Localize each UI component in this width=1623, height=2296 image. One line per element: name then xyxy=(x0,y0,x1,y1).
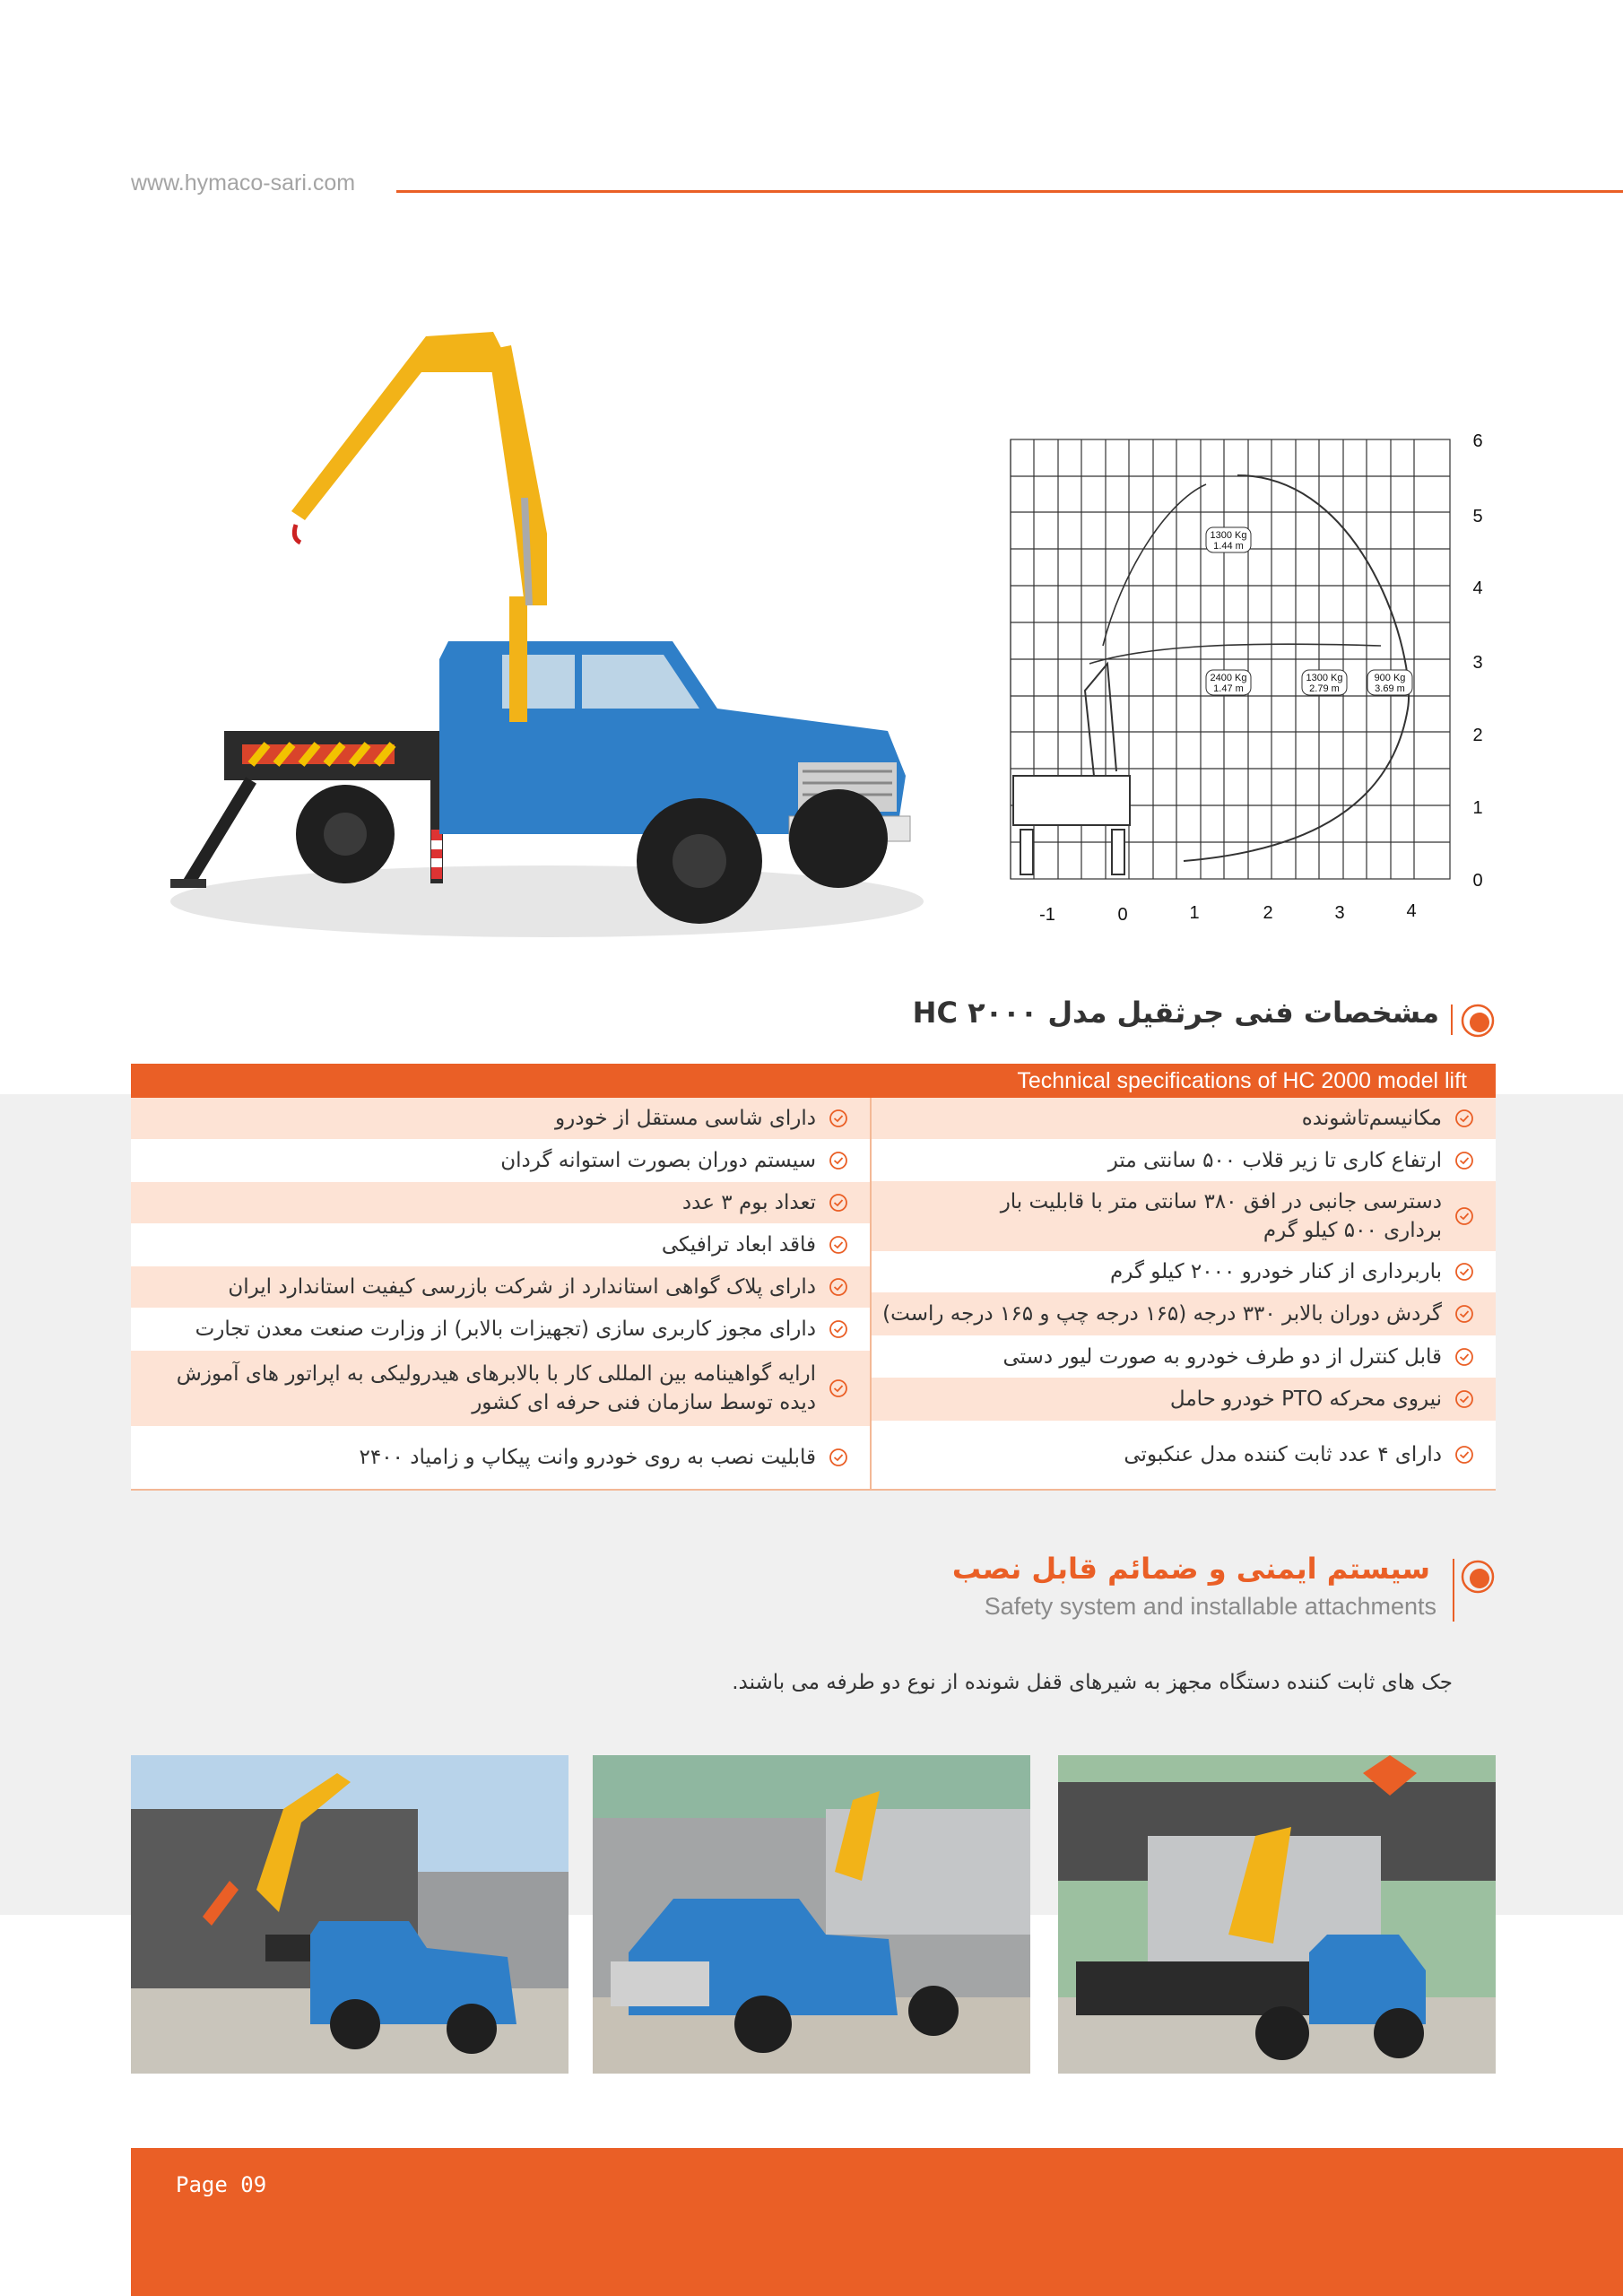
check-circle-icon xyxy=(829,1319,848,1339)
chart-x-label: -1 xyxy=(1039,905,1055,925)
check-circle-icon xyxy=(829,1448,848,1467)
spec-text: دارای ۴ عدد ثابت کننده مدل عنکبوتی xyxy=(1124,1443,1442,1466)
check-circle-icon xyxy=(1454,1445,1474,1465)
spec-text: قابل کنترل از دو طرف خودرو به صورت لیور دستی xyxy=(1002,1344,1442,1369)
load-chart xyxy=(986,422,1506,933)
chart-y-label: 1 xyxy=(1472,798,1483,818)
spec-text: سیستم دوران بصورت استوانه گردان xyxy=(500,1149,816,1172)
list-item xyxy=(871,1098,1496,1139)
check-circle-icon xyxy=(829,1277,848,1297)
list-item xyxy=(131,1139,870,1182)
safety-divider xyxy=(1453,1559,1454,1622)
safety-description: جک های ثابت کننده دستگاه مجهز به شیرهای قفل شونده از نوع دو طرفه می باشند. xyxy=(732,1671,1453,1694)
safety-title: سیستم ایمنی و ضمائم قابل نصب xyxy=(951,1552,1430,1586)
spec-text: دارای مجوز کاربری سازی (تجهیزات بالابر) از وزارت صنعت معدن تجارت xyxy=(195,1318,816,1341)
load-point-weight: 1300 Kg xyxy=(1306,673,1343,683)
list-item xyxy=(871,1139,1496,1181)
list-item xyxy=(131,1351,870,1426)
check-circle-icon xyxy=(1454,1304,1474,1324)
chart-x-label: 2 xyxy=(1263,903,1273,923)
crane-truck-image xyxy=(126,309,933,964)
load-point-weight: 2400 Kg xyxy=(1210,673,1247,683)
list-item xyxy=(131,1182,870,1223)
chart-y-label: 4 xyxy=(1472,578,1483,598)
bullet-circle-icon xyxy=(1460,1559,1496,1595)
check-circle-icon xyxy=(1454,1262,1474,1282)
list-item xyxy=(871,1378,1496,1421)
check-circle-icon xyxy=(1454,1151,1474,1170)
check-circle-icon xyxy=(829,1151,848,1170)
spec-text: ارایه گواهینامه بین المللی کار با بالابرهای هیدرولیکی به اپراتور های آموزش دیده توسط سازمان فنی حرفه ای کشور xyxy=(176,1362,816,1414)
check-circle-icon xyxy=(829,1235,848,1255)
chart-y-label: 3 xyxy=(1472,653,1483,673)
check-circle-icon xyxy=(1454,1206,1474,1226)
list-item xyxy=(871,1251,1496,1292)
list-item xyxy=(131,1266,870,1308)
chart-x-label: 0 xyxy=(1117,905,1128,925)
check-circle-icon xyxy=(829,1109,848,1128)
title-divider xyxy=(1451,1004,1453,1035)
chart-y-label: 6 xyxy=(1472,431,1483,451)
spec-text: دسترسی جانبی در افق ۳۸۰ سانتی متر با قابلیت بار برداری ۵۰۰ کیلو گرم xyxy=(1000,1190,1442,1242)
chart-y-label: 2 xyxy=(1472,726,1483,745)
spec-text: قابلیت نصب به روی خودرو وانت پیکاپ و زامیاد ۲۴۰۰ xyxy=(359,1446,816,1469)
chart-x-label: 3 xyxy=(1334,903,1345,923)
list-item xyxy=(131,1308,870,1351)
check-circle-icon xyxy=(1454,1347,1474,1367)
check-circle-icon xyxy=(1454,1109,1474,1128)
chart-x-label: 1 xyxy=(1189,903,1200,923)
specs-column-left xyxy=(131,1098,872,1489)
spec-text: مکانیسم‌تاشونده xyxy=(1301,1107,1442,1130)
load-point-reach: 3.69 m xyxy=(1375,683,1405,694)
truck-photo xyxy=(131,1755,568,2074)
header-rule xyxy=(396,190,1623,193)
list-item xyxy=(871,1181,1496,1251)
check-circle-icon xyxy=(829,1193,848,1213)
bullet-circle-icon xyxy=(1460,1003,1496,1039)
safety-subtitle: Safety system and installable attachments xyxy=(984,1593,1436,1620)
spec-text: ارتفاع کاری تا زیر قلاب ۵۰۰ سانتی متر xyxy=(1107,1148,1442,1172)
load-point-weight: 1300 Kg xyxy=(1210,530,1247,541)
website-url[interactable]: www.hymaco-sari.com xyxy=(131,170,356,196)
chart-y-label: 0 xyxy=(1472,871,1483,891)
specs-table xyxy=(131,1098,1496,1491)
check-circle-icon xyxy=(1454,1389,1474,1409)
spec-text: گردش دوران بالابر ۳۳۰ درجه (۱۶۵ درجه چپ و ۱۶۵ درجه راست) xyxy=(882,1302,1442,1326)
truck-photo xyxy=(1058,1755,1496,2074)
truck-photo xyxy=(593,1755,1030,2074)
page-number: Page 09 xyxy=(176,2172,267,2197)
list-item xyxy=(871,1421,1496,1489)
list-item xyxy=(871,1292,1496,1335)
spec-text: نیروی محرکه PTO خودرو حامل xyxy=(1169,1387,1442,1411)
check-circle-icon xyxy=(829,1378,848,1398)
specs-header-bar: Technical specifications of HC 2000 model lift xyxy=(131,1064,1496,1098)
specs-title: مشخصات فنی جرثقیل مدل HC ۲۰۰۰ xyxy=(912,996,1439,1030)
list-item xyxy=(131,1223,870,1266)
list-item xyxy=(131,1426,870,1489)
spec-text: تعداد بوم ۳ عدد xyxy=(681,1191,816,1214)
spec-text: دارای شاسی مستقل از خودرو xyxy=(555,1107,816,1130)
load-point-reach: 1.44 m xyxy=(1213,541,1244,552)
chart-y-label: 5 xyxy=(1472,507,1483,526)
load-point-reach: 1.47 m xyxy=(1213,683,1244,694)
list-item xyxy=(871,1335,1496,1378)
spec-text: باربرداری از کنار خودرو ۲۰۰۰ کیلو گرم xyxy=(1110,1260,1442,1283)
load-point-weight: 900 Kg xyxy=(1374,673,1406,683)
list-item xyxy=(131,1098,870,1139)
footer-bar xyxy=(131,2148,1623,2296)
spec-text: فاقد ابعاد ترافیکی xyxy=(661,1233,816,1257)
specs-column-right xyxy=(871,1098,1496,1489)
chart-x-label: 4 xyxy=(1406,901,1417,921)
spec-text: دارای پلاک گواهی استاندارد از شرکت بازرسی کیفیت استاندارد ایران xyxy=(228,1275,816,1299)
load-point-reach: 2.79 m xyxy=(1309,683,1340,694)
